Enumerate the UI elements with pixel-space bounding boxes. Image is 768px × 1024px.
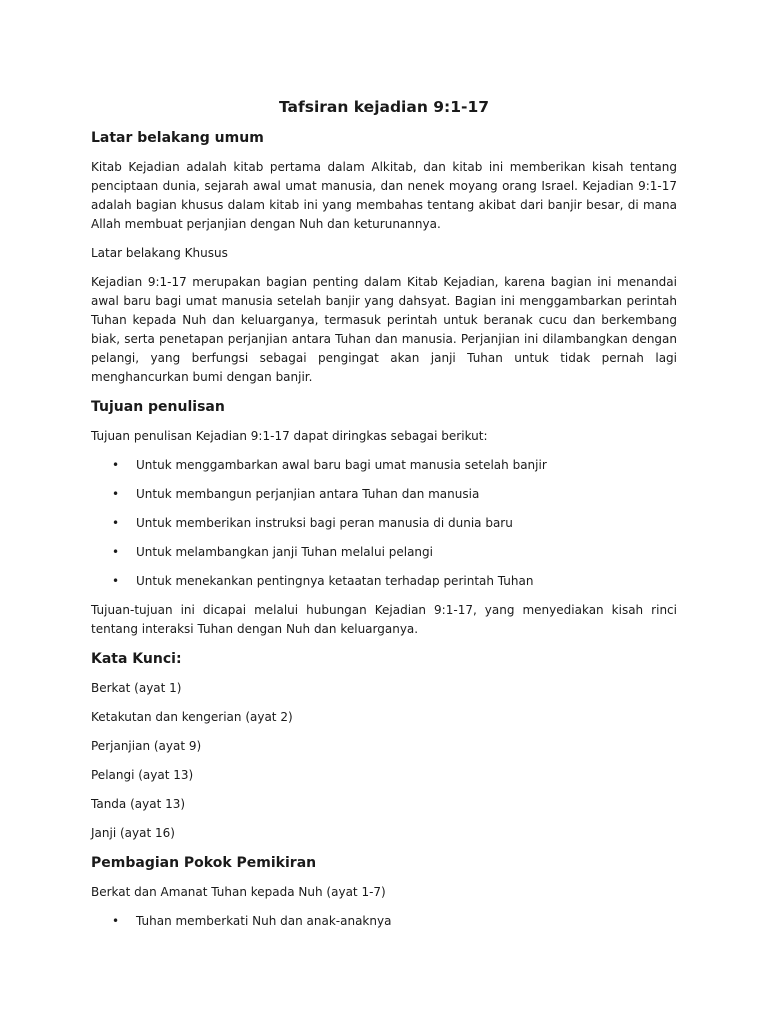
list-item-text: Tuhan memberkati Nuh dan anak-anaknya [136, 914, 392, 928]
bullet-icon: • [112, 487, 120, 501]
heading-purpose: Tujuan penulisan [91, 399, 225, 415]
list-item [91, 543, 677, 562]
list-item-text: Untuk menekankan pentingnya ketaatan terhadap perintah Tuhan [136, 574, 534, 588]
document-title: Tafsiran kejadian 9:1-17 [278, 98, 490, 116]
list-item-text: Untuk melambangkan janji Tuhan melalui pelangi [136, 545, 433, 559]
keyword-item: Berkat (ayat 1) [91, 681, 182, 695]
list-item [91, 514, 677, 533]
bullet-icon: • [112, 516, 120, 530]
list-item [91, 912, 677, 931]
keyword-item: Ketakutan dan kengerian (ayat 2) [91, 710, 293, 724]
outline-subheading: Berkat dan Amanat Tuhan kepada Nuh (ayat 1-7) [91, 885, 386, 899]
list-item [91, 485, 677, 504]
list-item [91, 572, 677, 591]
bullet-icon: • [112, 458, 120, 472]
purpose-bullet-list [91, 456, 677, 591]
paragraph-specific-background: Kejadian 9:1-17 merupakan bagian penting dalam Kitab Kejadian, karena bagian ini menandai awal baru bagi umat manusia setelah banjir yang dahsyat. Bagian ini menggambarkan perintah Tuhan kepada Nuh dan keluarganya, termasuk perintah untuk beranak cucu dan berkembang biak, serta penetapan perjanjian antara Tuhan dan manusia. Perjanjian ini dilambangkan dengan pelangi, yang berfungsi sebagai pengingat akan janji Tuhan untuk tidak pernah lagi menghancurkan bumi dengan banjir. [91, 275, 677, 384]
heading-outline: Pembagian Pokok Pemikiran [91, 855, 317, 871]
list-item [91, 456, 677, 475]
keyword-item: Tanda (ayat 13) [91, 797, 186, 811]
keyword-item: Pelangi (ayat 13) [91, 768, 194, 782]
bullet-icon: • [112, 574, 120, 588]
subheading-specific-background: Latar belakang Khusus [91, 246, 228, 260]
list-item-text: Untuk memberikan instruksi bagi peran manusia di dunia baru [136, 516, 513, 530]
bullet-icon: • [112, 545, 120, 559]
keyword-item: Janji (ayat 16) [91, 826, 175, 840]
bullet-icon: • [112, 914, 120, 928]
heading-general-background: Latar belakang umum [91, 130, 264, 146]
list-item-text: Untuk membangun perjanjian antara Tuhan dan manusia [136, 487, 480, 501]
paragraph-general-background: Kitab Kejadian adalah kitab pertama dalam Alkitab, dan kitab ini memberikan kisah tentang penciptaan dunia, sejarah awal umat manusia, dan nenek moyang orang Israel. Kejadian 9:1-17 adalah bagian khusus dalam kitab ini yang membahas tentang akibat dari banjir besar, di mana Allah membuat perjanjian dengan Nuh dan keturunannya. [91, 160, 677, 231]
paragraph-purpose-intro: Tujuan penulisan Kejadian 9:1-17 dapat diringkas sebagai berikut: [91, 429, 488, 443]
outline-bullet-list [91, 912, 677, 931]
list-item-text: Untuk menggambarkan awal baru bagi umat manusia setelah banjir [136, 458, 547, 472]
keyword-item: Perjanjian (ayat 9) [91, 739, 202, 753]
paragraph-purpose-closing: Tujuan-tujuan ini dicapai melalui hubungan Kejadian 9:1-17, yang menyediakan kisah rinci tentang interaksi Tuhan dengan Nuh dan keluarganya. [91, 603, 677, 636]
heading-keywords: Kata Kunci: [91, 651, 182, 667]
